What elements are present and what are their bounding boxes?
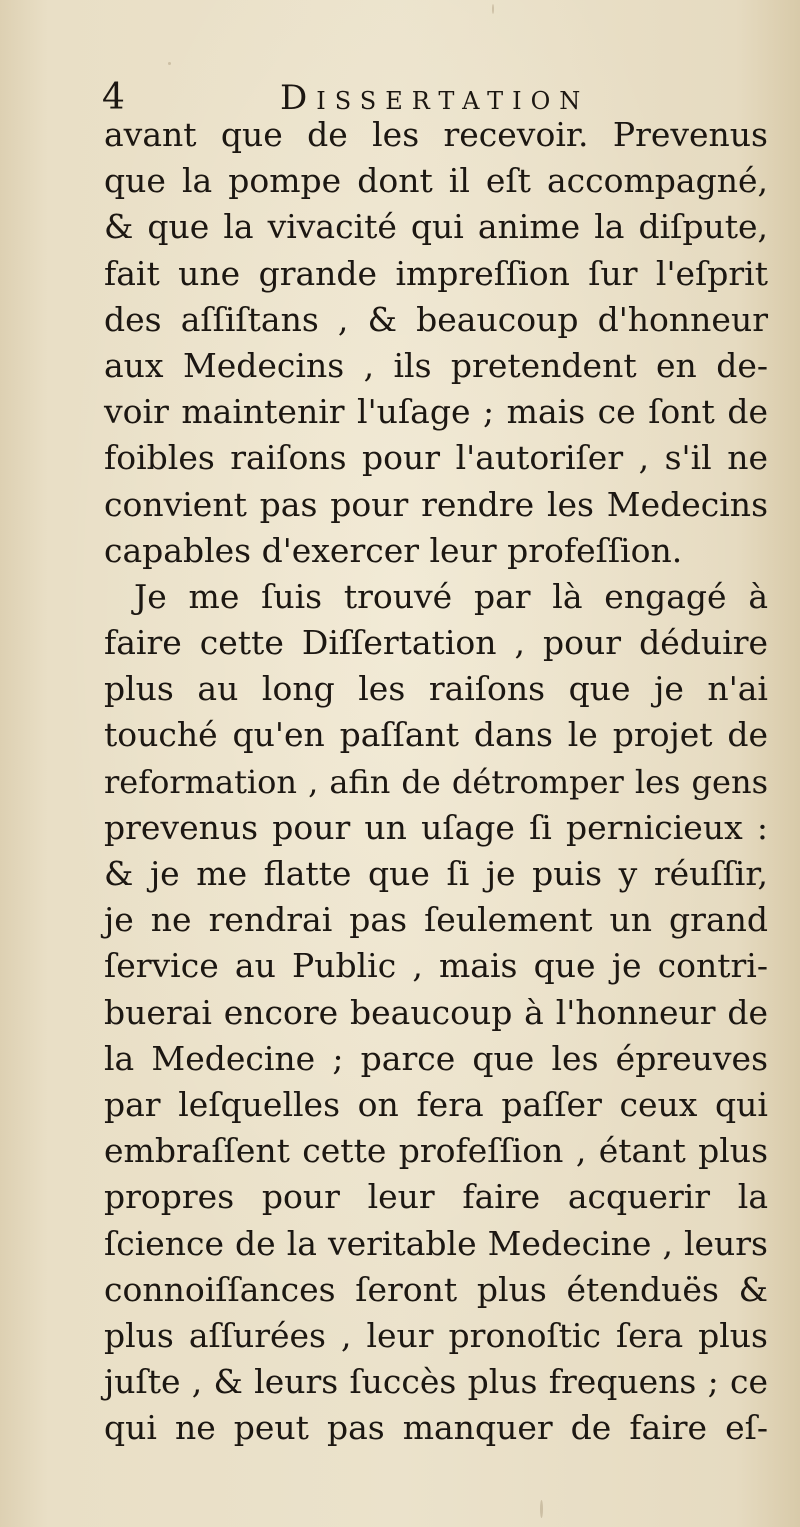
text-line: la Medecine ; parce que les épreuves xyxy=(104,1038,768,1078)
text-line: par leſquelles on fera paſſer ceux qui xyxy=(104,1084,768,1124)
text-line: embraſſent cette profeſſion , étant plus xyxy=(104,1131,768,1171)
text-line: avant que de les recevoir. Prevenus xyxy=(104,115,768,154)
text-line: & que la vivacité qui anime la diſpute, xyxy=(104,207,768,247)
body-text xyxy=(104,112,768,1451)
text-line: qui ne peut pas manquer de faire eſ- xyxy=(104,1408,768,1448)
text-line: touché qu'en paſſant dans le projet de xyxy=(104,715,768,755)
text-line: voir maintenir l'uſage ; mais ce ſont de xyxy=(104,392,768,432)
text-line: ſcience de la veritable Medecine , leurs xyxy=(104,1223,768,1263)
text-line: faire cette Diſſertation , pour déduire xyxy=(104,623,768,663)
page-number: 4 xyxy=(102,77,125,118)
text-line: je ne rendrai pas ſeulement un grand xyxy=(104,900,768,940)
text-line: prevenus pour un uſage ſi pernicieux : xyxy=(104,807,768,847)
text-line: que la pompe dont il eſt accompagné, xyxy=(104,161,768,201)
paper-blemish xyxy=(492,4,494,14)
text-line: reformation , afin de détromper les gens xyxy=(104,762,768,801)
running-title: Dissertation xyxy=(280,78,590,118)
text-line: Je me ſuis trouvé par là engagé à xyxy=(134,576,768,616)
text-line: propres pour leur faire acquerir la xyxy=(104,1177,768,1217)
text-line: ſervice au Public , mais que je contri- xyxy=(104,946,768,986)
text-line: fait une grande impreſſion ſur l'eſprit xyxy=(104,253,768,293)
paper-blemish xyxy=(540,1500,543,1518)
paper-blemish xyxy=(168,62,171,65)
text-line: des aſſiſtans , & beaucoup d'honneur xyxy=(104,299,768,339)
text-line: buerai encore beaucoup à l'honneur de xyxy=(104,992,768,1032)
text-line: & je me flatte que ſi je puis y réuſſir, xyxy=(104,854,768,893)
running-head xyxy=(100,70,700,118)
text-line: aux Medecins , ils pretendent en de- xyxy=(104,345,768,385)
text-line: convient pas pour rendre les Medecins xyxy=(104,484,768,524)
text-line: connoiſſances ſeront plus étenduës & xyxy=(104,1269,768,1309)
text-line: capables d'exercer leur profeſſion. xyxy=(104,530,683,570)
text-line: plus aſſurées , leur pronoſtic ſera plus xyxy=(104,1315,768,1355)
text-line: plus au long les raiſons que je n'ai xyxy=(104,669,768,709)
text-line: juſte , & leurs ſuccès plus frequens ; ce xyxy=(104,1362,768,1402)
text-line: foibles raiſons pour l'autoriſer , s'il ne xyxy=(104,438,768,478)
